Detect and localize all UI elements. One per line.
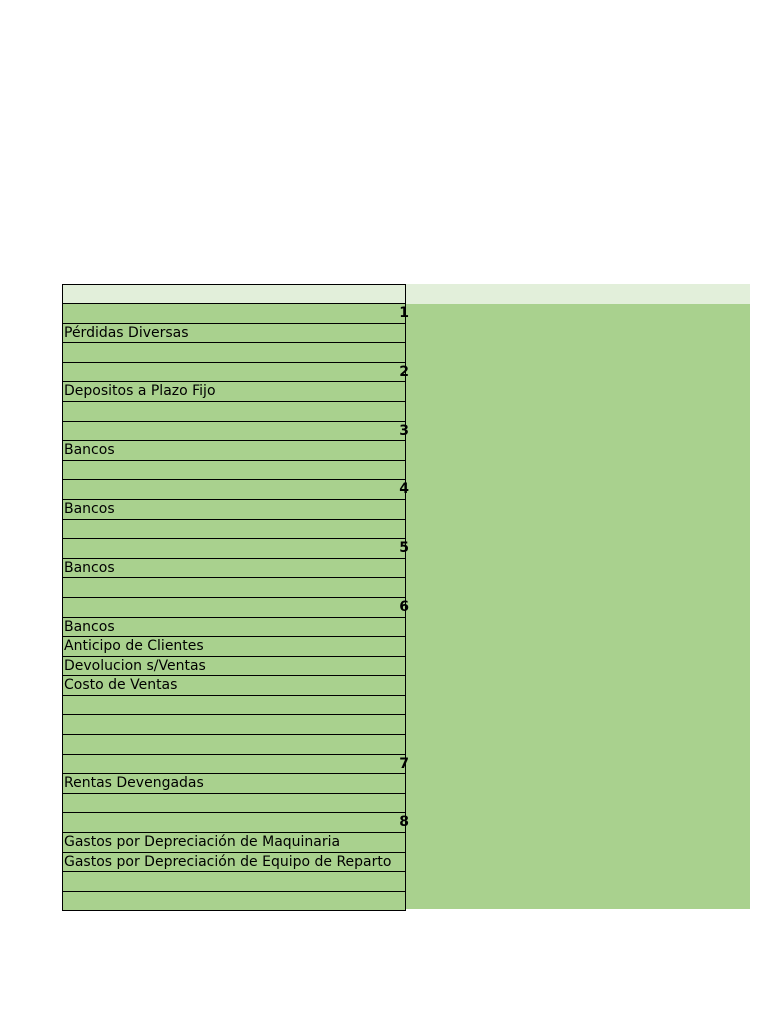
blank-row[interactable] xyxy=(62,461,406,481)
entry-number-row[interactable] xyxy=(62,304,409,324)
account-row[interactable] xyxy=(62,382,406,402)
blank-row[interactable] xyxy=(62,696,406,716)
account-row[interactable] xyxy=(62,559,406,579)
blank-row[interactable] xyxy=(62,794,406,814)
account-row[interactable] xyxy=(62,618,406,638)
account-row[interactable] xyxy=(62,657,406,677)
entry-number-row[interactable] xyxy=(62,598,409,618)
blank-row[interactable] xyxy=(62,578,406,598)
account-row[interactable] xyxy=(62,441,406,461)
blank-row[interactable] xyxy=(62,872,406,892)
blank-row[interactable] xyxy=(62,520,406,540)
entry-number: 1 xyxy=(399,305,409,321)
entry-number: 5 xyxy=(399,540,409,557)
entry-number: 3 xyxy=(399,422,409,439)
account-row[interactable] xyxy=(62,324,406,344)
entry-number-row[interactable] xyxy=(62,539,409,559)
account-label: Costo de Ventas xyxy=(64,677,178,694)
green-fill-region xyxy=(406,304,750,909)
blank-row[interactable] xyxy=(62,402,406,422)
account-row[interactable] xyxy=(62,637,406,657)
account-label: Devolucion s/Ventas xyxy=(64,657,206,674)
account-row[interactable] xyxy=(62,833,406,853)
account-row[interactable] xyxy=(62,853,406,873)
account-label: Anticipo de Clientes xyxy=(64,638,204,655)
blank-row[interactable] xyxy=(62,735,406,755)
entry-number: 4 xyxy=(399,481,409,498)
account-label: Bancos xyxy=(64,500,115,517)
account-row[interactable] xyxy=(62,676,406,696)
blank-row[interactable] xyxy=(62,715,406,735)
account-label: Gastos por Depreciación de Maquinaria xyxy=(64,834,341,851)
entry-number: 2 xyxy=(399,363,409,380)
account-label: Bancos xyxy=(64,618,115,635)
account-label: Depositos a Plazo Fijo xyxy=(64,383,216,400)
entry-number-row[interactable] xyxy=(62,363,409,383)
blank-row[interactable] xyxy=(62,892,406,912)
account-label: Bancos xyxy=(64,559,115,576)
entry-number: 8 xyxy=(399,814,409,831)
entry-number: 6 xyxy=(399,598,409,615)
account-label: Rentas Devengadas xyxy=(64,775,204,792)
account-label: Bancos xyxy=(64,442,115,459)
account-row[interactable] xyxy=(62,774,406,794)
entry-number-row[interactable] xyxy=(62,480,409,500)
entry-number-row[interactable] xyxy=(62,813,409,833)
account-row[interactable] xyxy=(62,500,406,520)
account-label: Pérdidas Diversas xyxy=(64,324,189,341)
account-label: Gastos por Depreciación de Equipo de Reparto xyxy=(64,853,392,870)
account-column xyxy=(62,284,409,911)
blank-row[interactable] xyxy=(62,343,406,363)
header-row[interactable] xyxy=(62,284,406,304)
entry-number-row[interactable] xyxy=(62,755,409,775)
entry-number: 7 xyxy=(399,755,409,772)
entry-number-row[interactable] xyxy=(62,422,409,442)
